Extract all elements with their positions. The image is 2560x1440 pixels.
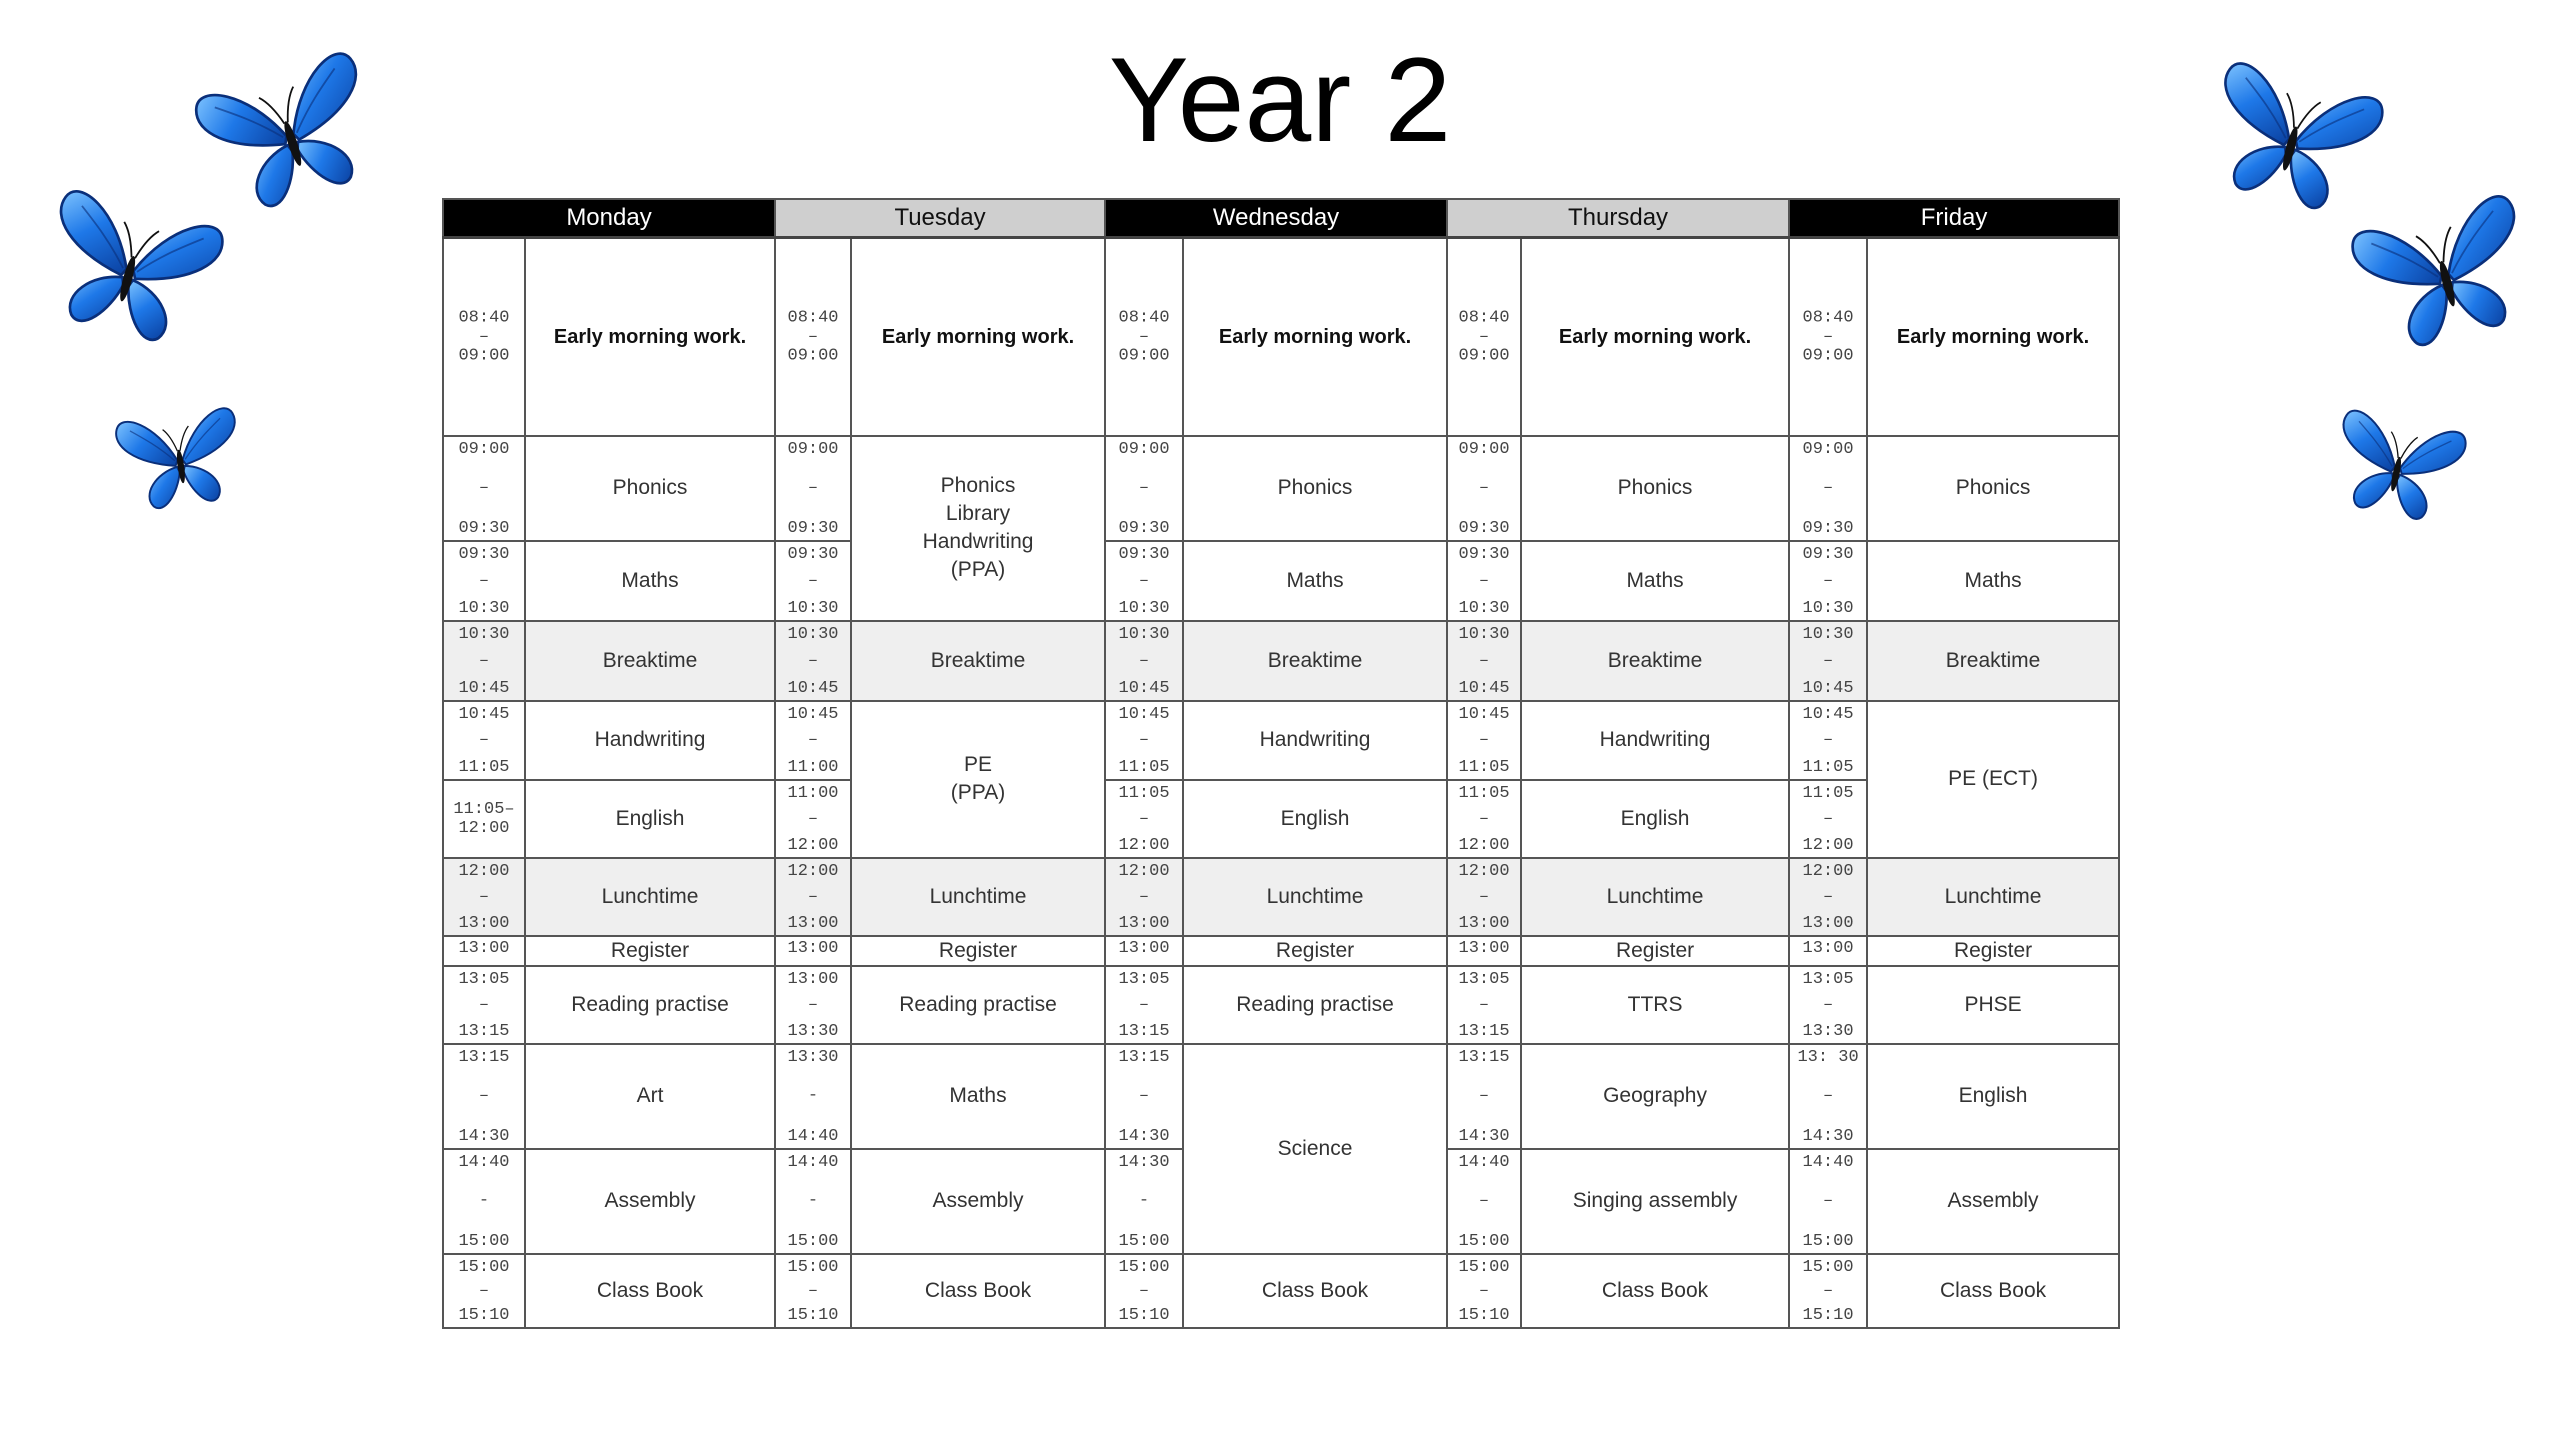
table-row <box>443 966 2119 1044</box>
table-row <box>443 238 2119 436</box>
time-cell: 08:40 – 09:00 <box>443 238 525 436</box>
time-cell: 08:40 – 09:00 <box>1789 238 1867 436</box>
butterfly-icon <box>2337 174 2552 375</box>
subject-cell: Lunchtime <box>1183 858 1447 936</box>
time-cell: 09:00 – 09:30 <box>1789 436 1867 541</box>
time-cell: 13:00 <box>1105 936 1183 966</box>
table-row <box>443 1044 2119 1149</box>
subject-cell: Register <box>851 936 1105 966</box>
subject-cell: Handwriting <box>1183 701 1447 780</box>
subject-cell: Early morning work. <box>1183 238 1447 436</box>
time-cell: 15:00 – 15:10 <box>1789 1254 1867 1328</box>
subject-cell: Register <box>1867 936 2119 966</box>
subject-cell: Register <box>1183 936 1447 966</box>
day-header-wednesday: Wednesday <box>1105 199 1447 238</box>
table-row <box>443 436 2119 541</box>
subject-cell: Register <box>525 936 775 966</box>
subject-cell: Early morning work. <box>851 238 1105 436</box>
time-cell: 09:30 – 10:30 <box>1789 541 1867 621</box>
subject-cell: Lunchtime <box>851 858 1105 936</box>
subject-cell: Class Book <box>1183 1254 1447 1328</box>
subject-cell: Breaktime <box>1183 621 1447 701</box>
time-cell: 13:30 - 14:40 <box>775 1044 851 1149</box>
time-cell: 15:00 – 15:10 <box>1447 1254 1521 1328</box>
table-row <box>443 1254 2119 1328</box>
table-row <box>443 858 2119 936</box>
time-cell: 12:00 – 13:00 <box>1789 858 1867 936</box>
subject-cell: Science <box>1183 1044 1447 1254</box>
butterfly-icon <box>22 169 237 370</box>
table-row <box>443 621 2119 701</box>
subject-cell: Handwriting <box>525 701 775 780</box>
timetable <box>442 198 2120 1329</box>
time-cell: 08:40 – 09:00 <box>775 238 851 436</box>
subject-cell: Early morning work. <box>1867 238 2119 436</box>
time-cell: 09:00 – 09:30 <box>775 436 851 541</box>
subject-cell: Geography <box>1521 1044 1789 1149</box>
time-cell: 14:40 - 15:00 <box>775 1149 851 1254</box>
time-cell: 09:30 – 10:30 <box>1447 541 1521 621</box>
subject-cell: Maths <box>1867 541 2119 621</box>
time-cell: 11:00 – 12:00 <box>775 780 851 858</box>
subject-cell: Class Book <box>1867 1254 2119 1328</box>
time-cell: 15:00 – 15:10 <box>443 1254 525 1328</box>
subject-cell: Class Book <box>525 1254 775 1328</box>
day-header-tuesday: Tuesday <box>775 199 1105 238</box>
subject-cell: Maths <box>1183 541 1447 621</box>
subject-cell: Class Book <box>1521 1254 1789 1328</box>
table-row <box>443 541 2119 621</box>
time-cell: 09:30 – 10:30 <box>775 541 851 621</box>
subject-cell: PE (PPA) <box>851 701 1105 858</box>
butterfly-icon <box>107 392 252 529</box>
subject-cell: Breaktime <box>851 621 1105 701</box>
subject-cell: Assembly <box>1867 1149 2119 1254</box>
time-cell: 09:30 – 10:30 <box>1105 541 1183 621</box>
day-header-friday: Friday <box>1789 199 2119 238</box>
subject-cell: Art <box>525 1044 775 1149</box>
time-cell: 13:05 – 13:30 <box>1789 966 1867 1044</box>
subject-cell: Assembly <box>525 1149 775 1254</box>
subject-cell: English <box>1867 1044 2119 1149</box>
time-cell: 13:00 – 13:30 <box>775 966 851 1044</box>
time-cell: 10:45 – 11:05 <box>443 701 525 780</box>
subject-cell: Phonics <box>1183 436 1447 541</box>
time-cell: 13:15 – 14:30 <box>1105 1044 1183 1149</box>
days-header-row <box>443 199 2119 238</box>
time-cell: 15:00 – 15:10 <box>1105 1254 1183 1328</box>
table-row <box>443 701 2119 780</box>
subject-cell: Reading practise <box>1183 966 1447 1044</box>
time-cell: 10:45 – 11:00 <box>775 701 851 780</box>
subject-cell: Maths <box>1521 541 1789 621</box>
subject-cell: Phonics <box>1867 436 2119 541</box>
subject-cell: Early morning work. <box>1521 238 1789 436</box>
time-cell: 10:45 – 11:05 <box>1789 701 1867 780</box>
time-cell: 14:40 – 15:00 <box>1447 1149 1521 1254</box>
time-cell: 13:05 – 13:15 <box>1447 966 1521 1044</box>
time-cell: 14:30 - 15:00 <box>1105 1149 1183 1254</box>
subject-cell: Reading practise <box>525 966 775 1044</box>
time-cell: 10:45 – 11:05 <box>1105 701 1183 780</box>
subject-cell: Lunchtime <box>1521 858 1789 936</box>
subject-cell: English <box>1183 780 1447 858</box>
time-cell: 14:40 – 15:00 <box>1789 1149 1867 1254</box>
time-cell: 12:00 – 13:00 <box>1447 858 1521 936</box>
subject-cell: Maths <box>851 1044 1105 1149</box>
subject-cell: Phonics <box>525 436 775 541</box>
time-cell: 12:00 – 13:00 <box>443 858 525 936</box>
time-cell: 13:15 – 14:30 <box>443 1044 525 1149</box>
time-cell: 11:05 – 12:00 <box>1447 780 1521 858</box>
time-cell: 13:00 <box>775 936 851 966</box>
time-cell: 12:00 – 13:00 <box>775 858 851 936</box>
subject-cell: Phonics Library Handwriting (PPA) <box>851 436 1105 621</box>
subject-cell: Phonics <box>1521 436 1789 541</box>
time-cell: 10:45 – 11:05 <box>1447 701 1521 780</box>
time-cell: 11:05 – 12:00 <box>1789 780 1867 858</box>
time-cell: 11:05 – 12:00 <box>1105 780 1183 858</box>
subject-cell: English <box>525 780 775 858</box>
subject-cell: English <box>1521 780 1789 858</box>
time-cell: 10:30 – 10:45 <box>1447 621 1521 701</box>
time-cell: 13:00 <box>1447 936 1521 966</box>
butterfly-icon <box>2318 392 2476 542</box>
time-cell: 13:05 – 13:15 <box>443 966 525 1044</box>
time-cell: 11:05– 12:00 <box>443 780 525 858</box>
time-cell: 08:40 – 09:00 <box>1105 238 1183 436</box>
time-cell: 10:30 – 10:45 <box>775 621 851 701</box>
subject-cell: Breaktime <box>525 621 775 701</box>
subject-cell: Register <box>1521 936 1789 966</box>
subject-cell: Breaktime <box>1521 621 1789 701</box>
time-cell: 09:30 – 10:30 <box>443 541 525 621</box>
subject-cell: Lunchtime <box>1867 858 2119 936</box>
time-cell: 13:15 – 14:30 <box>1447 1044 1521 1149</box>
subject-cell: PHSE <box>1867 966 2119 1044</box>
day-header-monday: Monday <box>443 199 775 238</box>
subject-cell: TTRS <box>1521 966 1789 1044</box>
subject-cell: Assembly <box>851 1149 1105 1254</box>
time-cell: 13: 30 – 14:30 <box>1789 1044 1867 1149</box>
table-row <box>443 936 2119 966</box>
subject-cell: Reading practise <box>851 966 1105 1044</box>
time-cell: 10:30 – 10:45 <box>1789 621 1867 701</box>
time-cell: 14:40 - 15:00 <box>443 1149 525 1254</box>
subject-cell: Class Book <box>851 1254 1105 1328</box>
time-cell: 13:05 – 13:15 <box>1105 966 1183 1044</box>
time-cell: 10:30 – 10:45 <box>443 621 525 701</box>
time-cell: 10:30 – 10:45 <box>1105 621 1183 701</box>
time-cell: 13:00 <box>1789 936 1867 966</box>
subject-cell: Handwriting <box>1521 701 1789 780</box>
page-title: Year 2 <box>1108 33 1452 167</box>
time-cell: 09:00 – 09:30 <box>1105 436 1183 541</box>
subject-cell: Singing assembly <box>1521 1149 1789 1254</box>
time-cell: 09:00 – 09:30 <box>1447 436 1521 541</box>
subject-cell: Breaktime <box>1867 621 2119 701</box>
day-header-thursday: Thursday <box>1447 199 1789 238</box>
time-cell: 12:00 – 13:00 <box>1105 858 1183 936</box>
time-cell: 09:00 – 09:30 <box>443 436 525 541</box>
subject-cell: PE (ECT) <box>1867 701 2119 858</box>
time-cell: 13:00 <box>443 936 525 966</box>
time-cell: 08:40 – 09:00 <box>1447 238 1521 436</box>
subject-cell: Maths <box>525 541 775 621</box>
time-cell: 15:00 – 15:10 <box>775 1254 851 1328</box>
subject-cell: Lunchtime <box>525 858 775 936</box>
subject-cell: Early morning work. <box>525 238 775 436</box>
